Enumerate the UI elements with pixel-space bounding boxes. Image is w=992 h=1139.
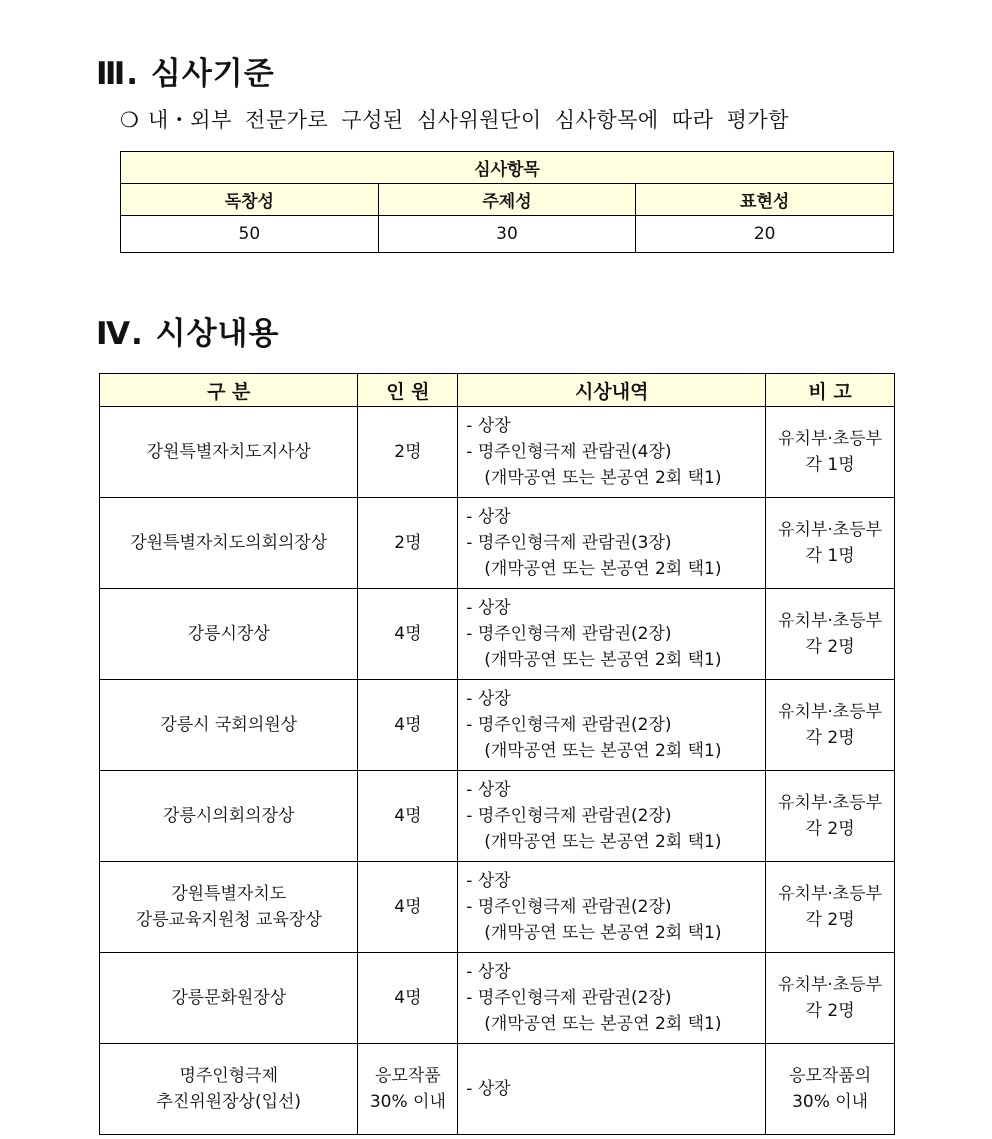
award-name-line: 강원특별자치도지사상 (146, 442, 311, 462)
award-details-line: - 명주인형극제 관람권(4장) (466, 442, 672, 462)
award-name-line: 강릉문화원장상 (171, 988, 287, 1008)
award-details-line: (개막공연 또는 본공연 2회 택1) (484, 832, 722, 852)
award-details-line: - 명주인형극제 관람권(2장) (466, 624, 672, 644)
award-name (100, 771, 358, 862)
intro-text: 내・외부 전문가로 구성된 심사위원단이 심사항목에 따라 평가함 (148, 108, 789, 132)
award-note-line: 각 2명 (805, 637, 855, 657)
criteria-col-theme: 주제성 (378, 184, 636, 216)
award-note (766, 407, 895, 498)
awards-col-count: 인 원 (358, 374, 458, 407)
award-details-line: (개막공연 또는 본공연 2회 택1) (484, 559, 722, 579)
award-note-line: 각 2명 (805, 1001, 855, 1021)
award-details (458, 1044, 766, 1135)
award-name-line: 강릉시장상 (187, 624, 270, 644)
award-details (458, 407, 766, 498)
award-note-line: 유치부·초등부 (778, 429, 883, 449)
award-note-line: 각 2명 (805, 819, 855, 839)
award-note-line: 각 2명 (805, 728, 855, 748)
award-count (358, 680, 458, 771)
award-row (100, 1044, 895, 1135)
awards-col-category: 구 분 (100, 374, 358, 407)
award-note-line: 유치부·초등부 (778, 975, 883, 995)
award-note-line: 각 2명 (805, 910, 855, 930)
award-count-line: 응모작품 (375, 1066, 441, 1086)
award-count-line: 4명 (394, 806, 422, 826)
intro-line (120, 104, 789, 134)
award-details-line: (개막공연 또는 본공연 2회 택1) (484, 468, 722, 488)
criteria-value-originality: 50 (121, 216, 379, 253)
award-note-line: 유치부·초등부 (778, 611, 883, 631)
award-count-line: 4명 (394, 897, 422, 917)
award-row (100, 862, 895, 953)
award-note (766, 953, 895, 1044)
award-note (766, 498, 895, 589)
award-note-line: 각 1명 (805, 455, 855, 475)
award-details-line: - 명주인형극제 관람권(2장) (466, 897, 672, 917)
section-3-title: Ⅲ. 심사기준 (96, 56, 275, 92)
award-details-line: - 상장 (466, 780, 511, 800)
award-note (766, 771, 895, 862)
award-details (458, 771, 766, 862)
award-note-line: 응모작품의 (789, 1066, 872, 1086)
criteria-table (120, 151, 894, 253)
award-note (766, 862, 895, 953)
award-name-line: 강원특별자치도의회의장상 (130, 533, 328, 553)
award-note-line: 30% 이내 (792, 1092, 869, 1112)
section-4-title: Ⅳ. 시상내용 (96, 316, 280, 352)
award-count (358, 1044, 458, 1135)
award-row (100, 953, 895, 1044)
award-count (358, 953, 458, 1044)
award-note (766, 680, 895, 771)
award-details-line: (개막공연 또는 본공연 2회 택1) (484, 741, 722, 761)
award-name-line: 명주인형극제 (179, 1066, 278, 1086)
award-details (458, 953, 766, 1044)
award-name (100, 589, 358, 680)
award-name (100, 862, 358, 953)
awards-col-note: 비 고 (766, 374, 895, 407)
award-details-line: - 상장 (466, 416, 511, 436)
award-details-line: - 상장 (466, 598, 511, 618)
award-name (100, 1044, 358, 1135)
award-name-line: 강릉교육지원청 교육장상 (135, 910, 322, 930)
award-details-line: (개막공연 또는 본공연 2회 택1) (484, 923, 722, 943)
criteria-col-originality: 독창성 (121, 184, 379, 216)
award-name-line: 강릉시 국회의원상 (160, 715, 298, 735)
award-row (100, 589, 895, 680)
awards-table (99, 373, 895, 1135)
award-note-line: 유치부·초등부 (778, 520, 883, 540)
award-details-line: - 상장 (466, 507, 511, 527)
award-count (358, 862, 458, 953)
award-count (358, 589, 458, 680)
award-note-line: 각 1명 (805, 546, 855, 566)
criteria-col-expression: 표현성 (636, 184, 894, 216)
award-details (458, 498, 766, 589)
award-details (458, 589, 766, 680)
award-row (100, 498, 895, 589)
award-count-line: 4명 (394, 715, 422, 735)
award-name-line: 강릉시의회의장상 (163, 806, 295, 826)
award-details-line: (개막공연 또는 본공연 2회 택1) (484, 1014, 722, 1034)
award-details-line: - 상장 (466, 962, 511, 982)
award-details-line: - 명주인형극제 관람권(2장) (466, 806, 672, 826)
award-note-line: 유치부·초등부 (778, 884, 883, 904)
award-details-line: - 명주인형극제 관람권(2장) (466, 715, 672, 735)
award-count-line: 30% 이내 (369, 1092, 446, 1112)
award-row (100, 407, 895, 498)
award-details (458, 680, 766, 771)
award-row (100, 680, 895, 771)
circle-bullet-icon: ❍ (120, 108, 139, 132)
criteria-header: 심사항목 (121, 152, 894, 184)
award-details-line: - 상장 (466, 689, 511, 709)
award-count-line: 4명 (394, 988, 422, 1008)
award-details-line: - 상장 (466, 871, 511, 891)
award-name (100, 953, 358, 1044)
criteria-value-expression: 20 (636, 216, 894, 253)
award-note (766, 1044, 895, 1135)
award-details-line: - 명주인형극제 관람권(3장) (466, 533, 672, 553)
awards-col-details: 시상내역 (458, 374, 766, 407)
award-name (100, 680, 358, 771)
award-name-line: 강원특별자치도 (171, 884, 287, 904)
award-row (100, 771, 895, 862)
award-name (100, 498, 358, 589)
award-count-line: 4명 (394, 624, 422, 644)
award-count (358, 407, 458, 498)
award-details (458, 862, 766, 953)
award-details-line: (개막공연 또는 본공연 2회 택1) (484, 650, 722, 670)
award-name-line: 추진위원장상(입선) (156, 1092, 302, 1112)
award-details-line: - 상장 (466, 1079, 511, 1099)
award-count-line: 2명 (394, 442, 422, 462)
award-count-line: 2명 (394, 533, 422, 553)
award-name (100, 407, 358, 498)
award-details-line: - 명주인형극제 관람권(2장) (466, 988, 672, 1008)
award-note-line: 유치부·초등부 (778, 793, 883, 813)
award-count (358, 771, 458, 862)
award-note-line: 유치부·초등부 (778, 702, 883, 722)
award-note (766, 589, 895, 680)
criteria-value-theme: 30 (378, 216, 636, 253)
award-count (358, 498, 458, 589)
